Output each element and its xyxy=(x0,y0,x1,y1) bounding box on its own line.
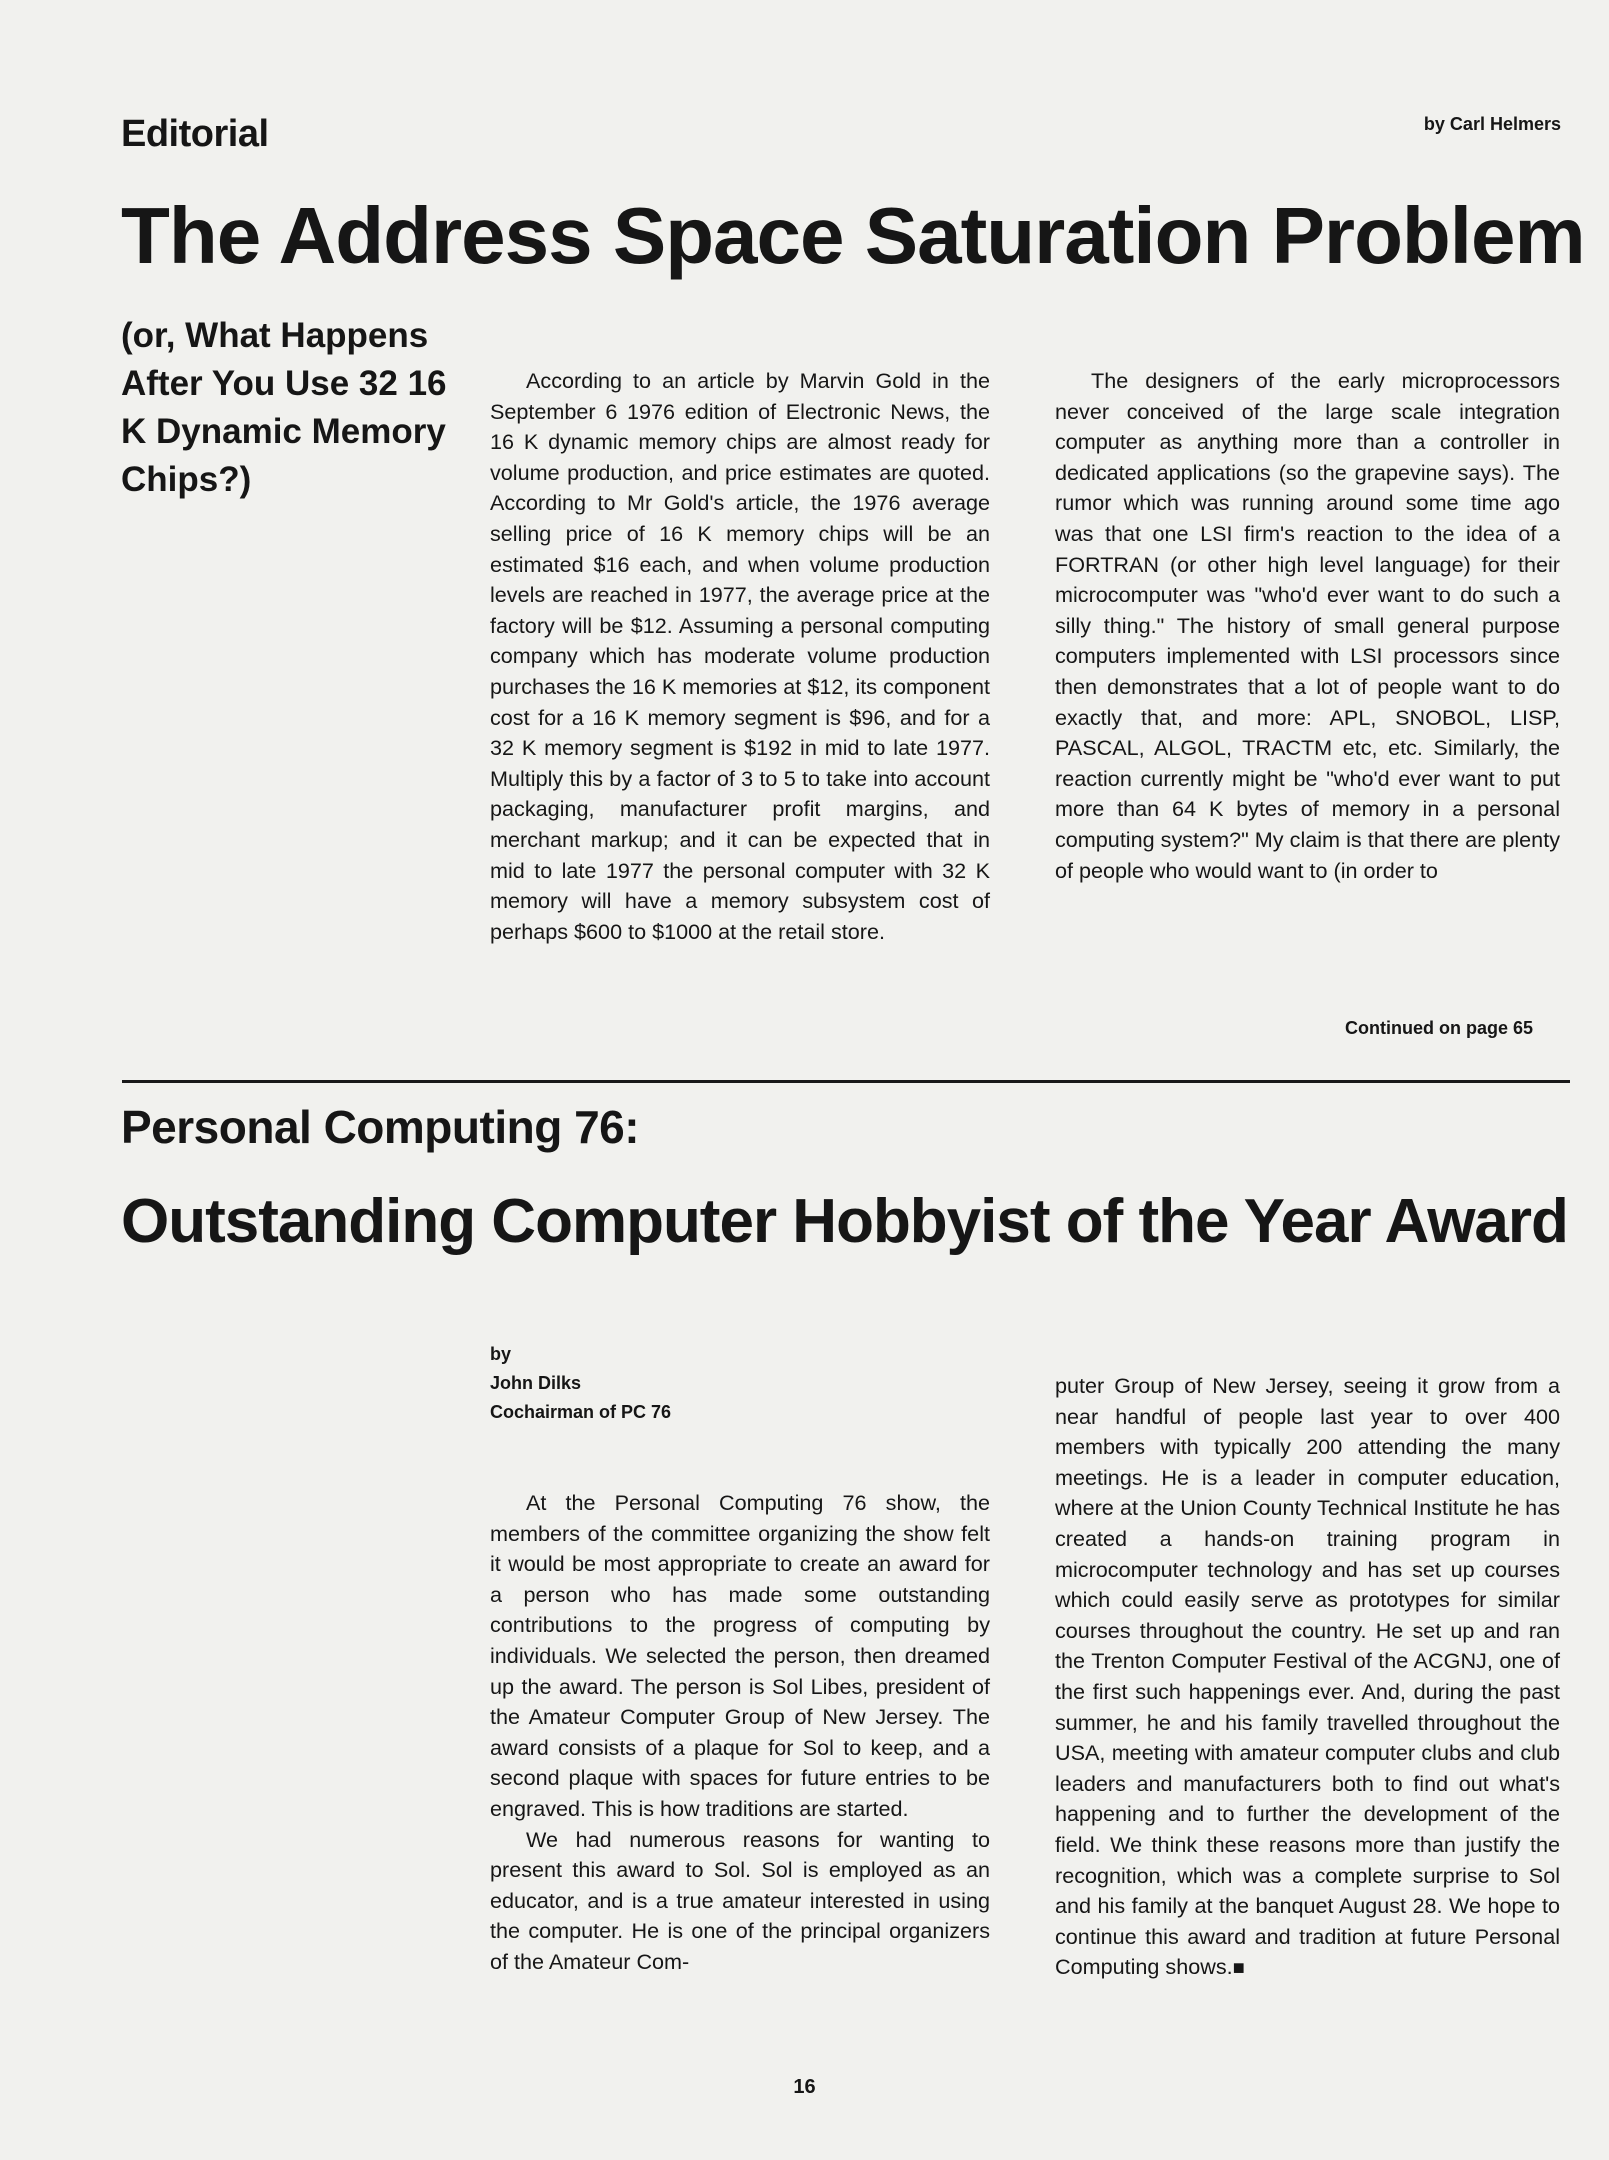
page-number: 16 xyxy=(793,2076,816,2098)
award-paragraph-2: We had numerous reasons for wanting to present this award to Sol. Sol is employed as an educator, and is a true amateur interested in using the computer. He is one of the principal organizers of the Amateur Com- xyxy=(490,1826,990,1974)
award-paragraph-3 xyxy=(1055,1371,1560,1984)
editorial-subtitle: (or, What Happens After You Use 32 16 K Dynamic Memory Chips?) xyxy=(121,316,447,499)
section-label: Editorial xyxy=(121,113,269,155)
award-paragraph-3-text: puter Group of New Jersey, seeing it grow from a near handful of people last year to over 400 members with typically 200 attending the many meetings. He is a leader in computer education, where at the Union County Technical Institute he has created a hands-on training program in microcomputer technology and has set up courses which could easily serve as prototypes for similar courses throughout the country. He set up and ran the Trenton Computer Festival of the ACGNJ, one of the first such happenings ever. And, during the past summer, he and his family travelled throughout the USA, meeting with amateur computer clubs and club leaders and manufacturers both to find out what's happening and to further the development of the field. We think these reasons more than justify the recognition, which was a complete surprise to Sol and his family at the banquet August 28. We hope to continue this award and tradition at future Personal Computing shows. xyxy=(1055,1373,1560,1980)
award-column-1 xyxy=(490,1488,990,1978)
section-divider xyxy=(122,1080,1570,1083)
author-title: Cochairman of PC 76 xyxy=(490,1402,672,1422)
award-column-2 xyxy=(1055,1371,1560,1984)
award-kicker: Personal Computing 76: xyxy=(121,1101,640,1153)
editorial-column-1 xyxy=(490,366,990,947)
byline: by Carl Helmers xyxy=(1423,114,1561,134)
author-name: John Dilks xyxy=(490,1373,582,1393)
award-paragraph-1: At the Personal Computing 76 show, the members of the committee organizing the show felt it would be most appropriate to create an award for a person who has made some outstanding contributions to the progress of computing by individuals. We selected the person, then dreamed up the award. The person is Sol Libes, president of the Amateur Computer Group of New Jersey. The award consists of a plaque for Sol to keep, and a second plaque with spaces for future entries to be engraved. This is how traditions are started. xyxy=(490,1490,990,1821)
continued-link[interactable]: Continued on page 65 xyxy=(1345,1018,1534,1038)
award-title: Outstanding Computer Hobbyist of the Year Award xyxy=(121,1187,1568,1256)
editorial-column-2 xyxy=(1055,366,1560,886)
end-of-article-mark: ■ xyxy=(1232,1957,1245,1980)
editorial-paragraph-2: The designers of the early microprocessors never conceived of the large scale integration computer as anything more than a controller in dedicated applications (so the grapevine says). The rumor which was running around some time ago was that one LSI firm's reaction to the idea of a FORTRAN (or other high level language) for their microcomputer was "who'd ever want to do such a silly thing." The history of small general purpose computers implemented with LSI processors since then demonstrates that a lot of people want to do exactly that, and more: APL, SNOBOL, LISP, PASCAL, ALGOL, TRACTM etc, etc. Similarly, the reaction currently might be "who'd ever want to put more than 64 K bytes of memory in a personal computing system?" My claim is that there are plenty of people who would want to (in order to xyxy=(1055,368,1560,883)
editorial-paragraph-1: According to an article by Marvin Gold in the September 6 1976 edition of Electronic News, the 16 K dynamic memory chips are almost ready for volume production, and price estimates are quoted. According to Mr Gold's article, the 1976 average selling price of 16 K memory chips will be an estimated $16 each, and when volume production levels are reached in 1977, the average price at the factory will be $12. Assuming a personal computing company which has moderate volume production purchases the 16 K memories at $12, its component cost for a 16 K memory segment is $96, and for a 32 K memory segment is $192 in mid to late 1977. Multiply this by a factor of 3 to 5 to take into account packaging, manufacturer profit margins, and merchant markup; and it can be expected that in mid to late 1977 the personal computer with 32 K memory will have a memory subsystem cost of perhaps $600 to $1000 at the retail store. xyxy=(490,368,990,944)
editorial-title: The Address Space Saturation Problem xyxy=(121,191,1585,280)
author-by: by xyxy=(490,1344,512,1364)
author-block xyxy=(490,1340,671,1427)
